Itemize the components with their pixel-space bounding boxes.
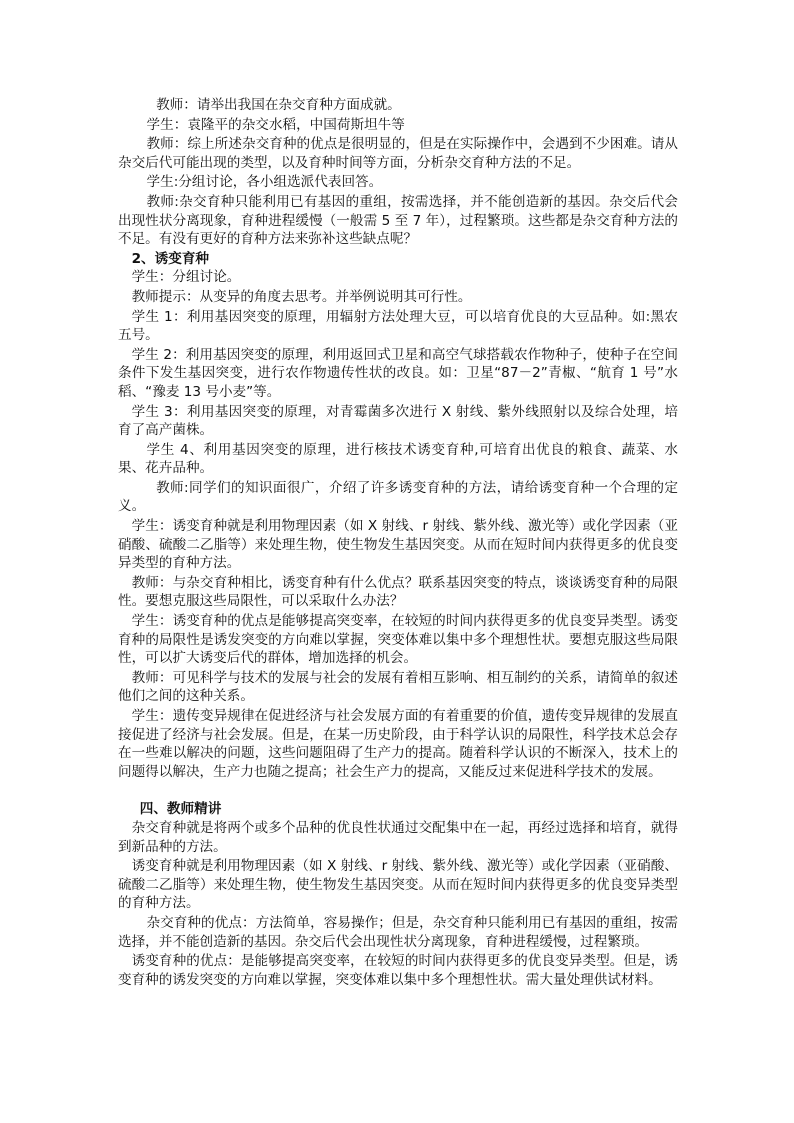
paragraph: 诱变育种就是利用物理因素（如 X 射线、r 射线、紫外线、激光等）或化学因素（亚硝酸、硫酸二乙脂等）来处理生物，使生物发生基因突变。从而在短时间内获得更多的优良变异类型的育种方法。 — [118, 858, 678, 912]
paragraph: 学生：分组讨论。 — [131, 269, 241, 286]
paragraph: 教师：请举出我国在杂交育种方面成就。 — [156, 97, 401, 113]
paragraph: 教师:杂交育种只能利用已有基因的重组，按需选择，并不能创造新的基因。杂交后代会出现性状分离现象，育种进程缓慢（一般需 5 至 7 年），过程繁琐。这些都是杂交育种方法的不足。有没有更好的育种方法来弥补这些缺点呢？ — [118, 193, 678, 248]
document-page — [118, 96, 678, 990]
paragraph: 学生：诱变育种的优点是能够提高突变率，在较短的时间内获得更多的优良变异类型。诱变育种的局限性是诱发突变的方向难以掌握，突变体难以集中多个理想性状。要想克服这些局限性，可以扩大诱变后代的群体，增加选择的机会。 — [118, 613, 678, 667]
section-heading: 2、诱变育种 — [131, 250, 210, 267]
paragraph: 教师：可见科学与技术的发展与社会的发展有着相互影响、相互制约的关系，请简单的叙述他们之间的这种关系。 — [118, 669, 678, 705]
paragraph: 教师:同学们的知识面很广，介绍了许多诱变育种的方法，请给诱变育种一个合理的定义。 — [118, 479, 678, 515]
paragraph: 学生:分组讨论，各小组选派代表回答。 — [146, 174, 383, 191]
paragraph: 学生 1：利用基因突变的原理，用辐射方法处理大豆，可以培育优良的大豆品种。如:黑农五号。 — [118, 308, 678, 344]
paragraph: 学生：诱变育种就是利用物理因素（如 X 射线、r 射线、紫外线、激光等）或化学因素（亚硝酸、硫酸二乙脂等）来处理生物，使生物发生基因突变。从而在短时间内获得更多的优良变异类型的育种方法。 — [118, 518, 678, 572]
paragraph: 学生 3：利用基因突变的原理，对青霉菌多次进行 X 射线、紫外线照射以及综合处理，培育了高产菌株。 — [118, 403, 678, 439]
paragraph: 诱变育种的优点：是能够提高突变率，在较短的时间内获得更多的优良变异类型。但是，诱变育种的诱发突变的方向难以掌握，突变体难以集中多个理想性状。需大量处理供试材料。 — [118, 953, 678, 988]
paragraph: 学生 2：利用基因突变的原理，利用返回式卫星和高空气球搭载农作物种子，使种子在空间条件下发生基因突变，进行农作物遗传性状的改良。如：卫星“87－2”青椒、“航育 1 号”水稻、“豫麦 13 号小麦”等。 — [118, 346, 678, 400]
paragraph: 教师：与杂交育种相比，诱变育种有什么优点？联系基因突变的特点，谈谈诱变育种的局限性。要想克服这些局限性，可以采取什么办法？ — [118, 574, 678, 610]
paragraph: 教师提示：从变异的角度去思考。并举例说明其可行性。 — [131, 288, 472, 305]
paragraph: 杂交育种的优点：方法简单，容易操作；但是，杂交育种只能利用已有基因的重组，按需选择，并不能创造新的基因。杂交后代会出现性状分离现象，育种进程缓慢，过程繁琐。 — [118, 914, 678, 950]
section-heading: 四、教师精讲 — [139, 801, 222, 818]
paragraph-gap — [118, 782, 678, 800]
paragraph: 学生：袁隆平的杂交水稻，中国荷斯坦牛等 — [146, 116, 405, 133]
paragraph: 学生 4、利用基因突变的原理，进行核技术诱变育种,可培育出优良的粮食、蔬菜、水果、花卉品种。 — [118, 441, 678, 477]
paragraph: 学生：遗传变异规律在促进经济与社会发展方面的有着重要的价值，遗传变异规律的发展直接促进了经济与社会发展。但是，在某一历史阶段，由于科学认识的局限性，科学技术总会存在一些难以解决的问题，这些问题阻碍了生产力的提高。随着科学认识的不断深入，技术上的问题得以解决，生产力也随之提高；社会生产力的提高，又能反过来促进科学技术的发展。 — [118, 708, 678, 780]
paragraph: 教师：综上所述杂交育种的优点是很明显的，但是在实际操作中，会遇到不少困难。请从杂交后代可能出现的类型，以及育种时间等方面，分析杂交育种方法的不足。 — [118, 136, 678, 171]
paragraph: 杂交育种就是将两个或多个品种的优良性状通过交配集中在一起，再经过选择和培育，就得到新品种的方法。 — [118, 819, 678, 855]
